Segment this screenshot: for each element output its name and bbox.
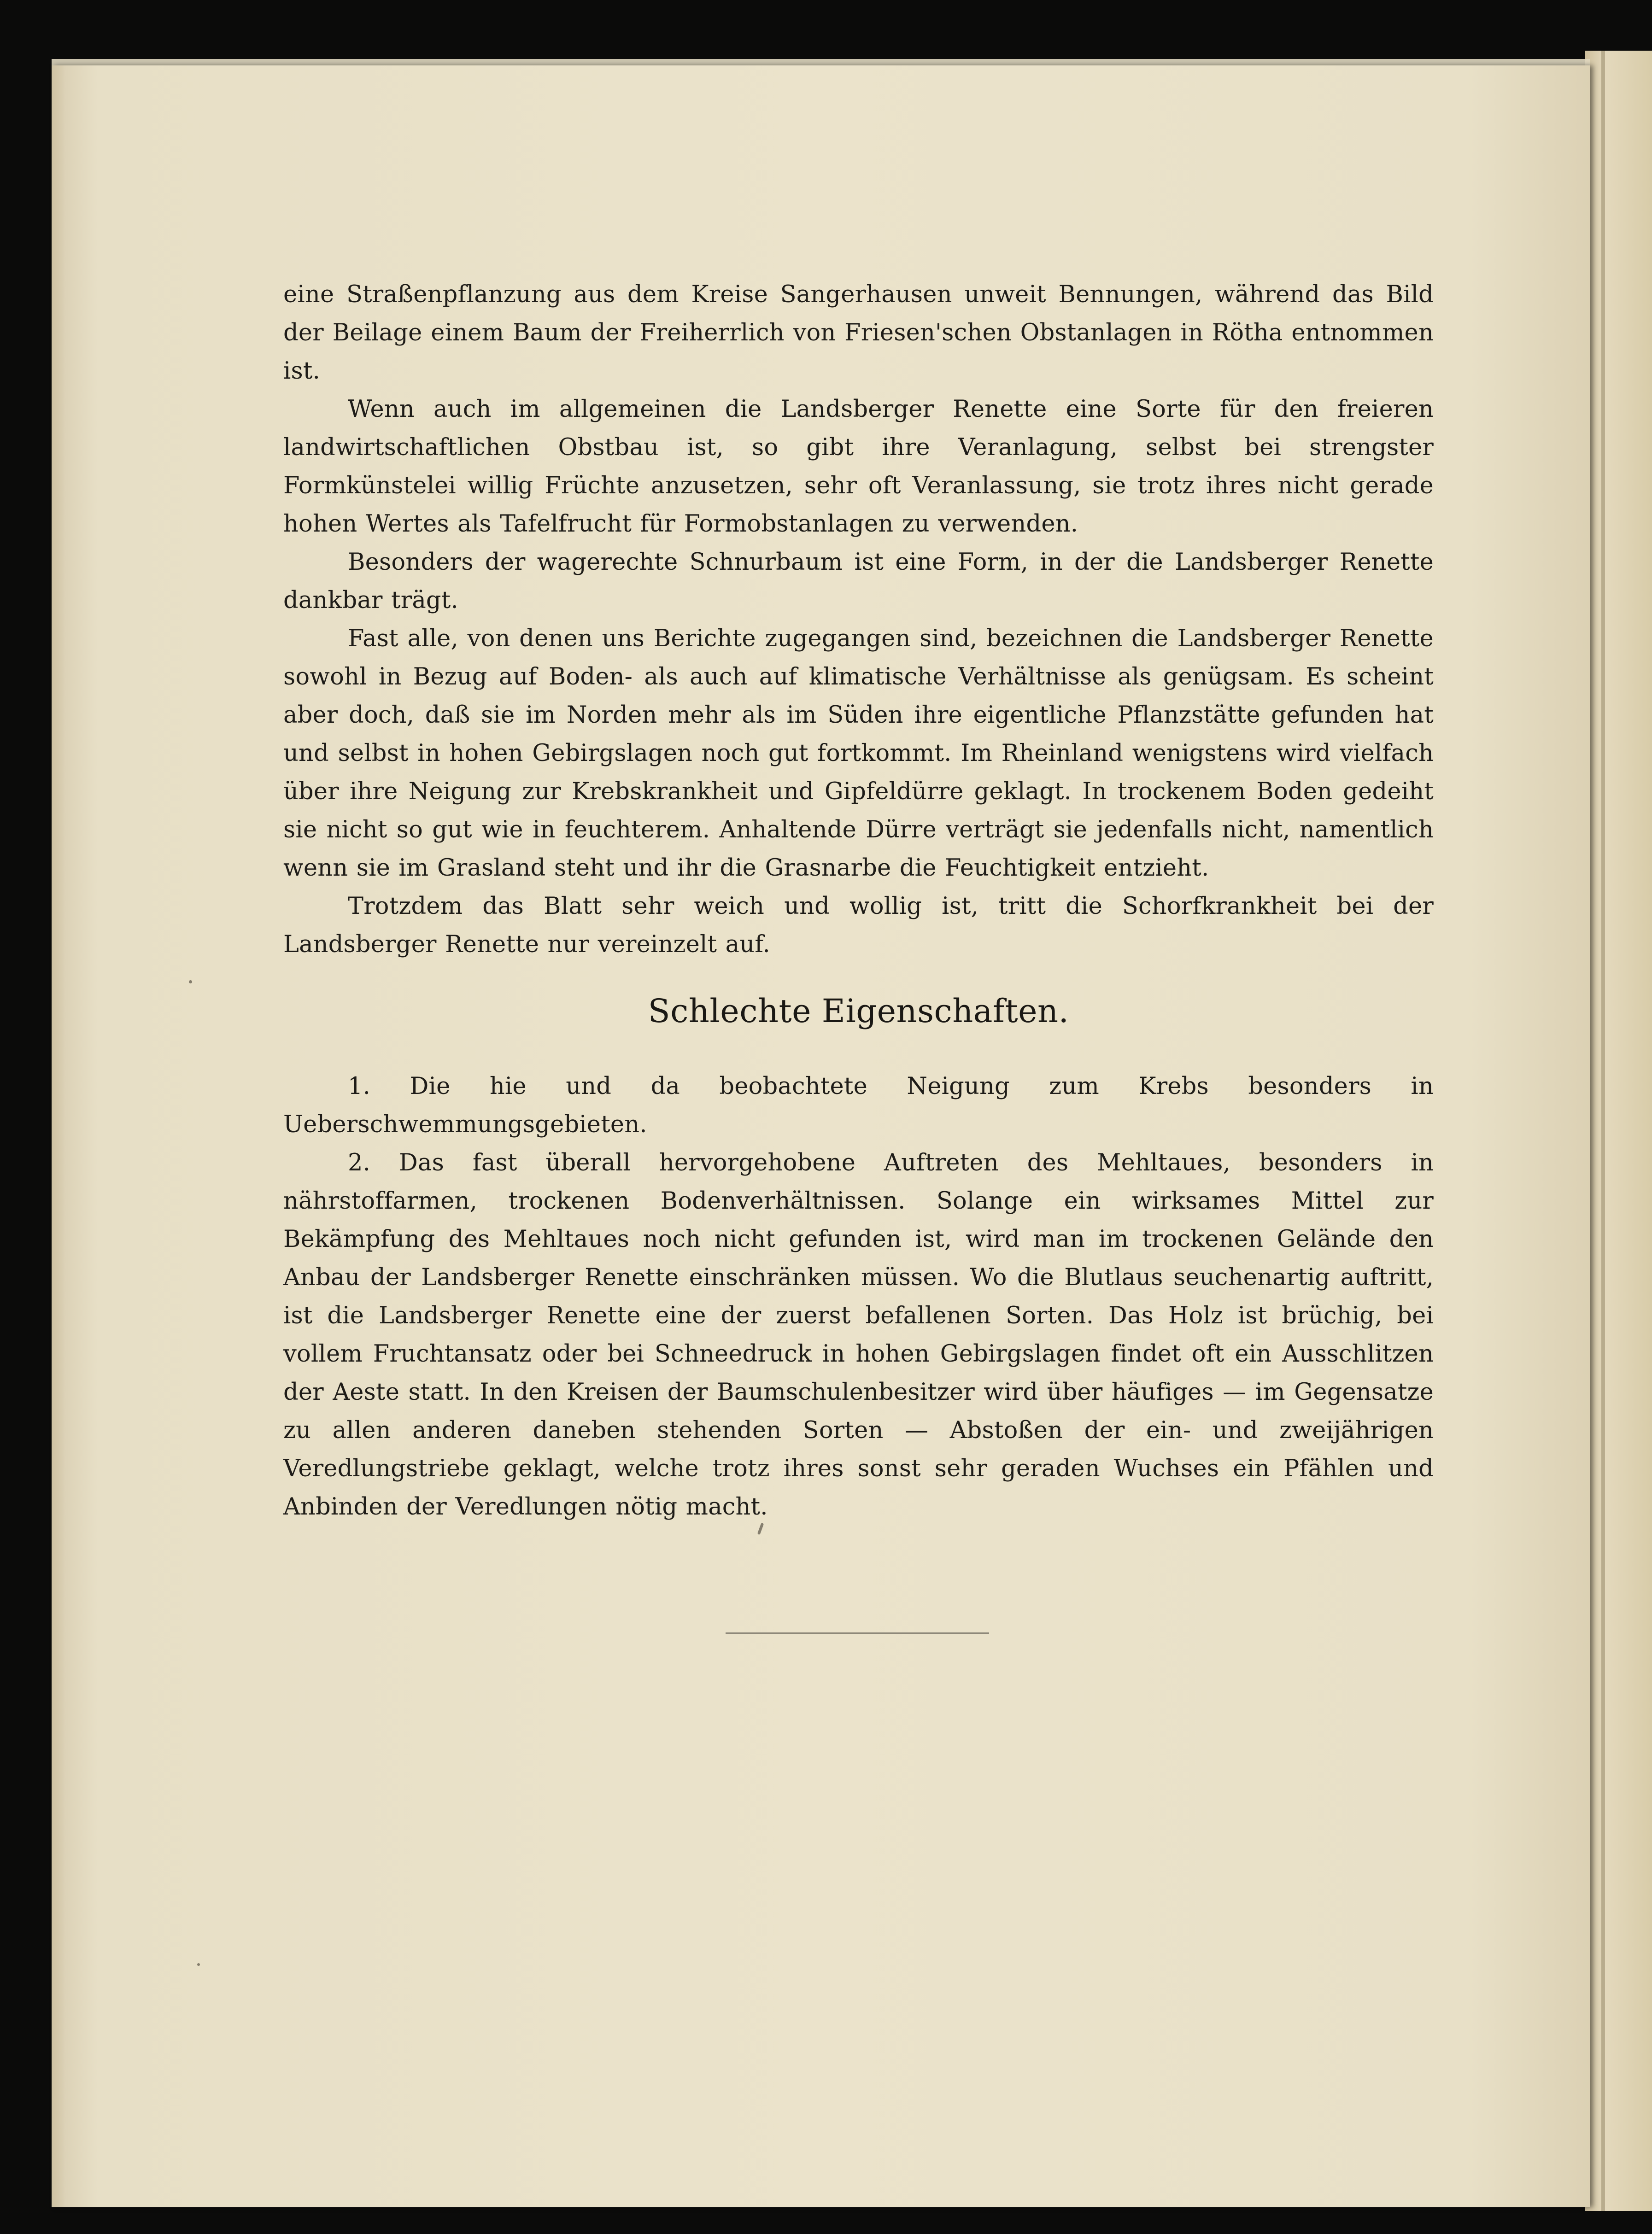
section-heading: Schlechte Eigenschaften. <box>648 992 1069 1030</box>
underlying-sheet <box>1585 51 1652 2211</box>
paragraph-4: Fast alle, von denen uns Berichte zugegangen sind, bezeichnen die Landsberger Renette sowohl in Bezug auf Boden- als auch auf klimatische Verhältnisse als genügsam. Es scheint aber doch, daß sie im Norden mehr als im Süden ihre eigentliche Pflanzstätte gefunden hat und selbst in hohen Gebirgslagen noch gut fortkommt. Im Rheinland wenigstens wird vielfach über ihre Neigung zur Krebskrankheit und Gipfeldürre geklagt. In trockenem Boden gedeiht sie nicht so gut wie in feuchterem. Anhaltende Dürre verträgt sie jedenfalls nicht, namentlich wenn sie im Grasland steht und ihr die Grasnarbe die Feuchtigkeit entzieht. <box>283 625 1434 882</box>
list-item-1: 1. Die hie und da beobachtete Neigung zum Krebs besonders in Ueberschwemmungsgebieten. <box>283 1073 1434 1138</box>
separator-rule <box>726 1632 989 1634</box>
paper-speck <box>189 980 192 983</box>
underlying-sheet-edge <box>1601 51 1605 2211</box>
paper-speck <box>197 1963 200 1966</box>
paragraph-3: Besonders der wagerechte Schnurbaum ist eine Form, in der die Landsberger Renette dankbar trägt. <box>283 549 1434 614</box>
numbered-list <box>283 1067 1434 1526</box>
list-item-2: 2. Das fast überall hervorgehobene Auftreten des Mehltaues, besonders in nährstoffarmen, trockenen Bodenverhältnissen. Solange ein wirksames Mittel zur Bekämpfung des Mehltaues noch nicht gefunden ist, wird man im trockenen Gelände den Anbau der Landsberger Renette einschränken müssen. Wo die Blutlaus seuchenartig auftritt, ist die Landsberger Renette eine der zuerst befallenen Sorten. Das Holz ist brüchig, bei vollem Fruchtansatz oder bei Schneedruck in hohen Gebirgslagen findet oft ein Ausschlitzen der Aeste statt. In den Kreisen der Baumschulenbesitzer wird über häufiges — im Gegensatze zu allen anderen daneben stehenden Sorten — Abstoßen der ein- und zweijährigen Veredlungstriebe geklagt, welche trotz ihres sonst sehr geraden Wuchses ein Pfählen und Anbinden der Veredlungen nötig macht. <box>283 1149 1434 1521</box>
paragraph-1: eine Straßenpflanzung aus dem Kreise Sangerhausen unweit Bennungen, während das Bild der Beilage einem Baum der Freiherrlich von Friesen'schen Obstanlagen in Rötha entnommen ist. <box>283 281 1434 385</box>
paragraph-5: Trotzdem das Blatt sehr weich und wollig ist, tritt die Schorfkrankheit bei der Landsberger Renette nur vereinzelt auf. <box>283 893 1434 958</box>
paragraph-2: Wenn auch im allgemeinen die Landsberger Renette eine Sorte für den freieren landwirtschaftlichen Obstbau ist, so gibt ihre Veranlagung, selbst bei strengster Formkünstelei willig Früchte anzusetzen, sehr oft Veranlassung, sie trotz ihres nicht gerade hohen Wertes als Tafelfrucht für Formobstanlagen zu verwenden. <box>283 396 1434 538</box>
page-left-edge-shadow <box>52 65 65 2207</box>
body-text <box>283 275 1434 964</box>
